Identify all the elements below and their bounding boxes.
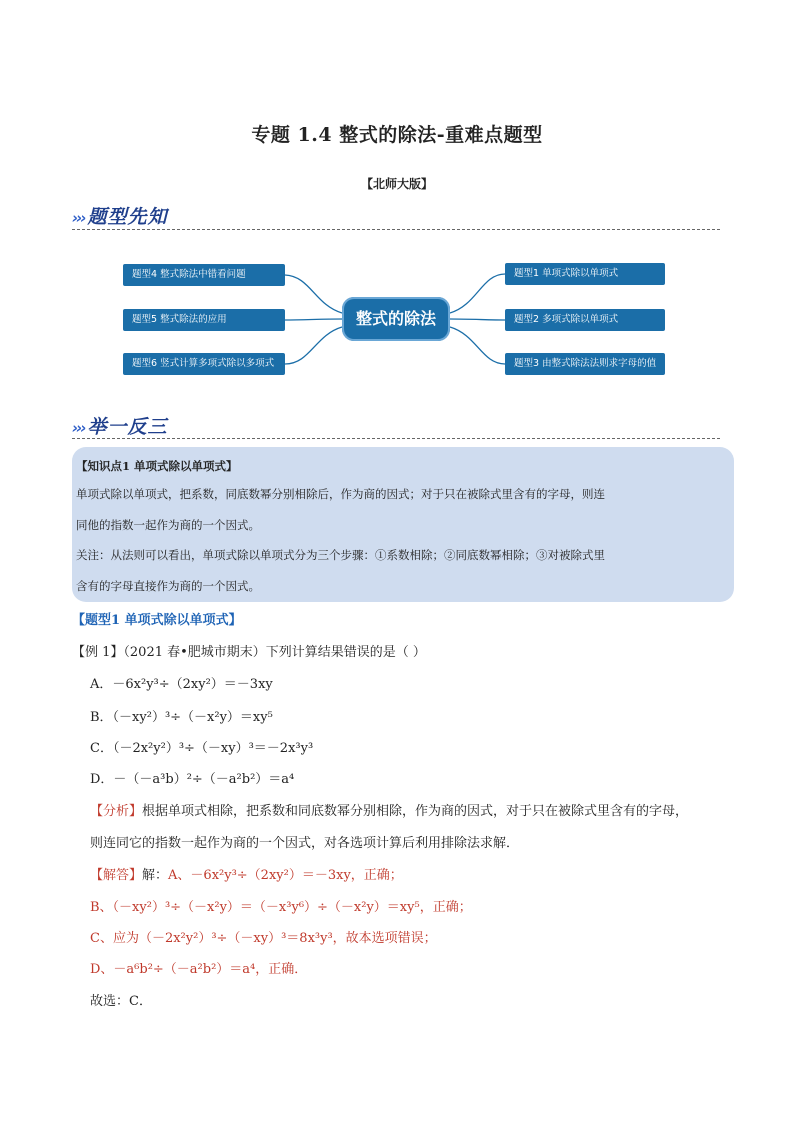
knowledge-text: 同他的指数一起作为商的一个因式。 [76, 518, 260, 532]
analysis-line [90, 800, 688, 819]
knowledge-title: 【知识点1 单项式除以单项式】 [76, 459, 238, 473]
edition-label: 【北师大版】 [360, 177, 433, 191]
connector-line [285, 319, 342, 320]
connector-line [285, 327, 342, 364]
answer-c: C、应为（－2x²y²）³÷（－xy）³＝8x³y³，故本选项错误； [90, 931, 437, 946]
arrow-icon: ››› [72, 419, 85, 437]
analysis-label: 【分析】 [90, 804, 143, 819]
connector-line [285, 275, 342, 313]
mindmap-node: 题型5 整式除法的应用 [123, 309, 285, 331]
analysis-text: 则连同它的指数一起作为商的一个因式，对各选项计算后利用排除法求解． [90, 836, 520, 851]
knowledge-text: 关注：从法则可以看出，单项式除以单项式分为三个步骤：①系数相除；②同底数幂相除；③对被除式里 [76, 548, 605, 562]
answer-label: 【解答】 [90, 868, 143, 883]
mindmap-node: 题型1 单项式除以单项式 [505, 263, 665, 285]
section-header-practice [72, 412, 168, 439]
knowledge-text: 含有的字母直接作为商的一个因式。 [76, 579, 260, 593]
connector-line [450, 274, 505, 313]
mindmap-node: 题型4 整式除法中错看问题 [123, 264, 285, 286]
answer-prefix: 解： [142, 868, 169, 883]
knowledge-text: 单项式除以单项式，把系数，同底数幂分别相除后，作为商的因式；对于只在被除式里含有的字母，则连 [76, 487, 605, 501]
answer-a: A、－6x²y³÷（2xy²）＝－3xy，正确； [168, 868, 403, 883]
divider [72, 438, 720, 439]
mindmap-node: 题型6 竖式计算多项式除以多项式 [123, 353, 285, 375]
page-title: 专题 1.4 整式的除法-重难点题型 [251, 124, 543, 146]
answer-d: D、－a⁶b²÷（－a²b²）＝a⁴，正确． [90, 962, 308, 977]
answer-line [90, 864, 403, 883]
answer-b: B、（－xy²）³÷（－x²y）＝（－x³y⁶）÷（－x²y）＝xy⁵，正确； [90, 900, 472, 915]
answer-choice: 故选：C． [90, 994, 152, 1009]
example-text: 下列计算结果错误的是（ ） [265, 645, 426, 660]
mindmap-connectors [0, 0, 794, 420]
option-c: C．（－2x²y²）³÷（－xy）³＝－2x³y³ [90, 741, 314, 756]
mindmap-node: 题型3 由整式除法法则求字母的值 [505, 353, 665, 375]
analysis-text: 根据单项式相除，把系数和同底数幂分别相除，作为商的因式，对于只在被除式里含有的字母， [142, 804, 689, 819]
topic-heading: 【题型1 单项式除以单项式】 [72, 613, 242, 628]
option-d: D．－（－a³b）²÷（－a²b²）＝a⁴ [90, 772, 295, 787]
example-label: 【例 1】 [72, 645, 124, 660]
section-label: 举一反三 [87, 416, 168, 438]
example-question [72, 641, 426, 660]
section-label: 题型先知 [87, 206, 168, 228]
option-a: A．－6x²y³÷（2xy²）＝－3xy [90, 677, 273, 692]
arrow-icon: ››› [72, 209, 85, 227]
option-b: B．（－xy²）³÷（－x²y）＝xy⁵ [90, 710, 273, 725]
connector-line [450, 319, 505, 320]
connector-line [450, 327, 505, 364]
mindmap-center: 整式的除法 [342, 297, 450, 341]
example-source: （2021 春•肥城市期末） [123, 645, 266, 660]
mindmap-node: 题型2 多项式除以单项式 [505, 309, 665, 331]
